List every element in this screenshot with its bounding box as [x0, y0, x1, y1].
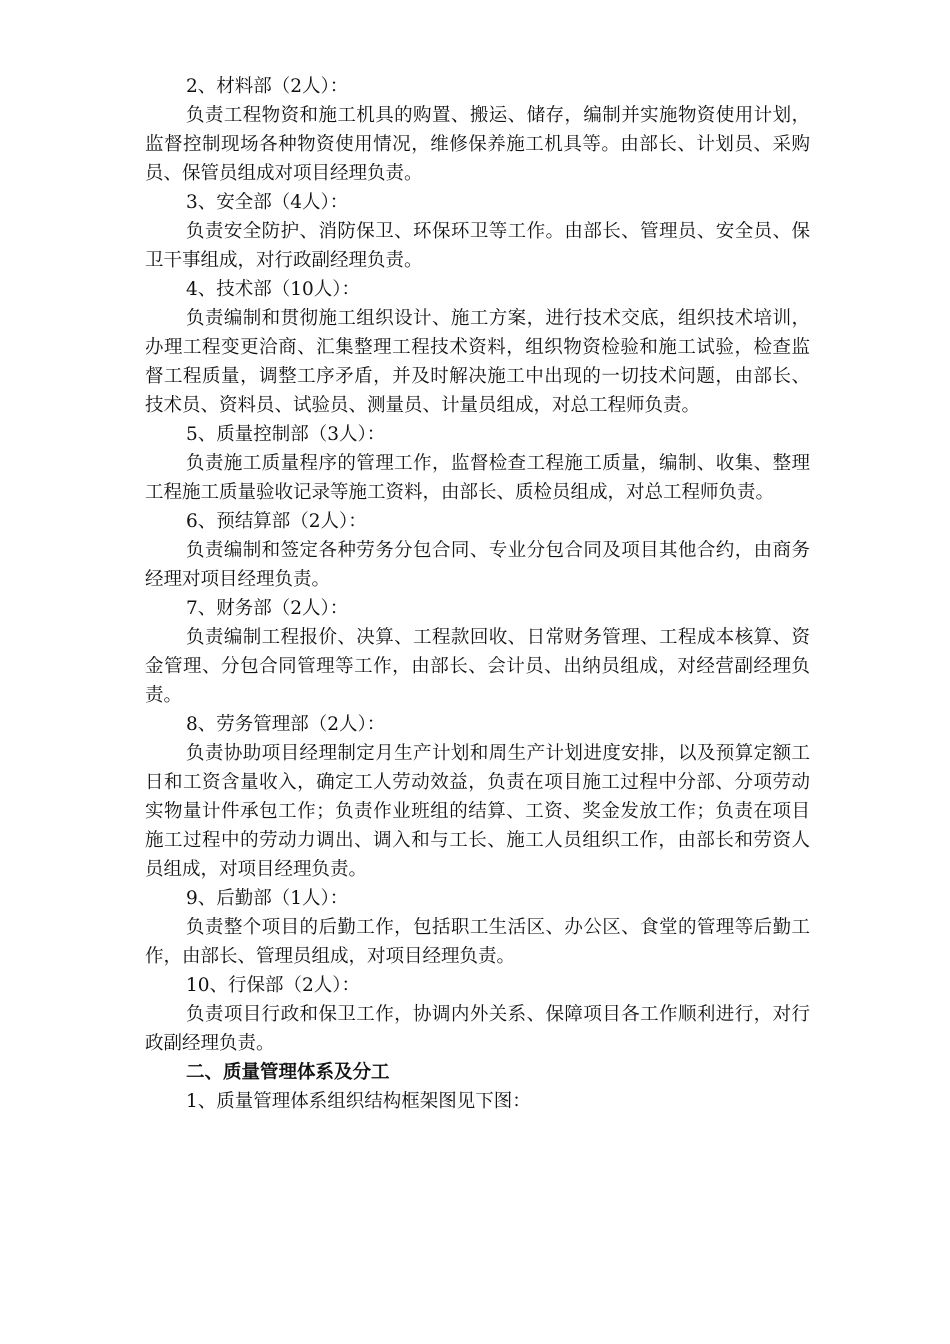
document-page: [145, 72, 810, 1116]
section-body-quality-control: 负责施工质量程序的管理工作，监督检查工程施工质量，编制、收集、整理工程施工质量验收记录等施工资料，由部长、质检员组成，对总工程师负责。: [145, 453, 810, 503]
closing-line: 1、质量管理体系组织结构框架图见下图：: [186, 1091, 531, 1112]
section-body-logistics: 负责整个项目的后勤工作，包括职工生活区、办公区、食堂的管理等后勤工作，由部长、管理员组成，对项目经理负责。: [145, 917, 810, 967]
section-heading-logistics: 9、后勤部（1人）：: [186, 888, 349, 909]
section-body-finance: 负责编制工程报价、决算、工程款回收、日常财务管理、工程成本核算、资金管理、分包合同管理等工作，由部长、会计员、出纳员组成，对经营副经理负责。: [145, 627, 810, 706]
section-heading-quality-control: 5、质量控制部（3人）：: [186, 424, 386, 445]
section-heading-admin-security: 10、行保部（2人）：: [186, 975, 361, 996]
section-body-technical: 负责编制和贯彻施工组织设计、施工方案，进行技术交底，组织技术培训，办理工程变更洽商、汇集整理工程技术资料，组织物资检验和施工试验，检查监督工程质量，调整工序矛盾，并及时解决施工中出现的一切技术问题，由部长、技术员、资料员、试验员、测量员、计量员组成，对总工程师负责。: [145, 308, 810, 416]
section-heading-budget: 6、预结算部（2人）：: [186, 511, 367, 532]
section-body-labor: 负责协助项目经理制定月生产计划和周生产计划进度安排，以及预算定额工日和工资含量收入，确定工人劳动效益，负责在项目施工过程中分部、分项劳动实物量计件承包工作；负责作业班组的结算、工资、奖金发放工作；负责在项目施工过程中的劳动力调出、调入和与工长、施工人员组织工作，由部长和劳资人员组成，对项目经理负责。: [145, 743, 810, 880]
section-body-safety: 负责安全防护、消防保卫、环保环卫等工作。由部长、管理员、安全员、保卫干事组成，对行政副经理负责。: [145, 221, 810, 271]
section-body-materials: 负责工程物资和施工机具的购置、搬运、储存，编制并实施物资使用计划，监督控制现场各种物资使用情况，维修保养施工机具等。由部长、计划员、采购员、保管员组成对项目经理负责。: [145, 105, 810, 184]
section-heading-safety: 3、安全部（4人）：: [186, 192, 349, 213]
section-heading-materials: 2、材料部（2人）：: [186, 76, 349, 97]
section-body-admin-security: 负责项目行政和保卫工作，协调内外关系、保障项目各工作顺利进行，对行政副经理负责。: [145, 1004, 810, 1054]
section-heading-technical: 4、技术部（10人）：: [186, 279, 361, 300]
section-heading-labor: 8、劳务管理部（2人）：: [186, 714, 386, 735]
section-body-budget: 负责编制和签定各种劳务分包合同、专业分包合同及项目其他合约，由商务经理对项目经理负责。: [145, 540, 810, 590]
section-heading-finance: 7、财务部（2人）：: [186, 598, 349, 619]
chapter-title-quality-system: 二、质量管理体系及分工: [186, 1062, 390, 1083]
